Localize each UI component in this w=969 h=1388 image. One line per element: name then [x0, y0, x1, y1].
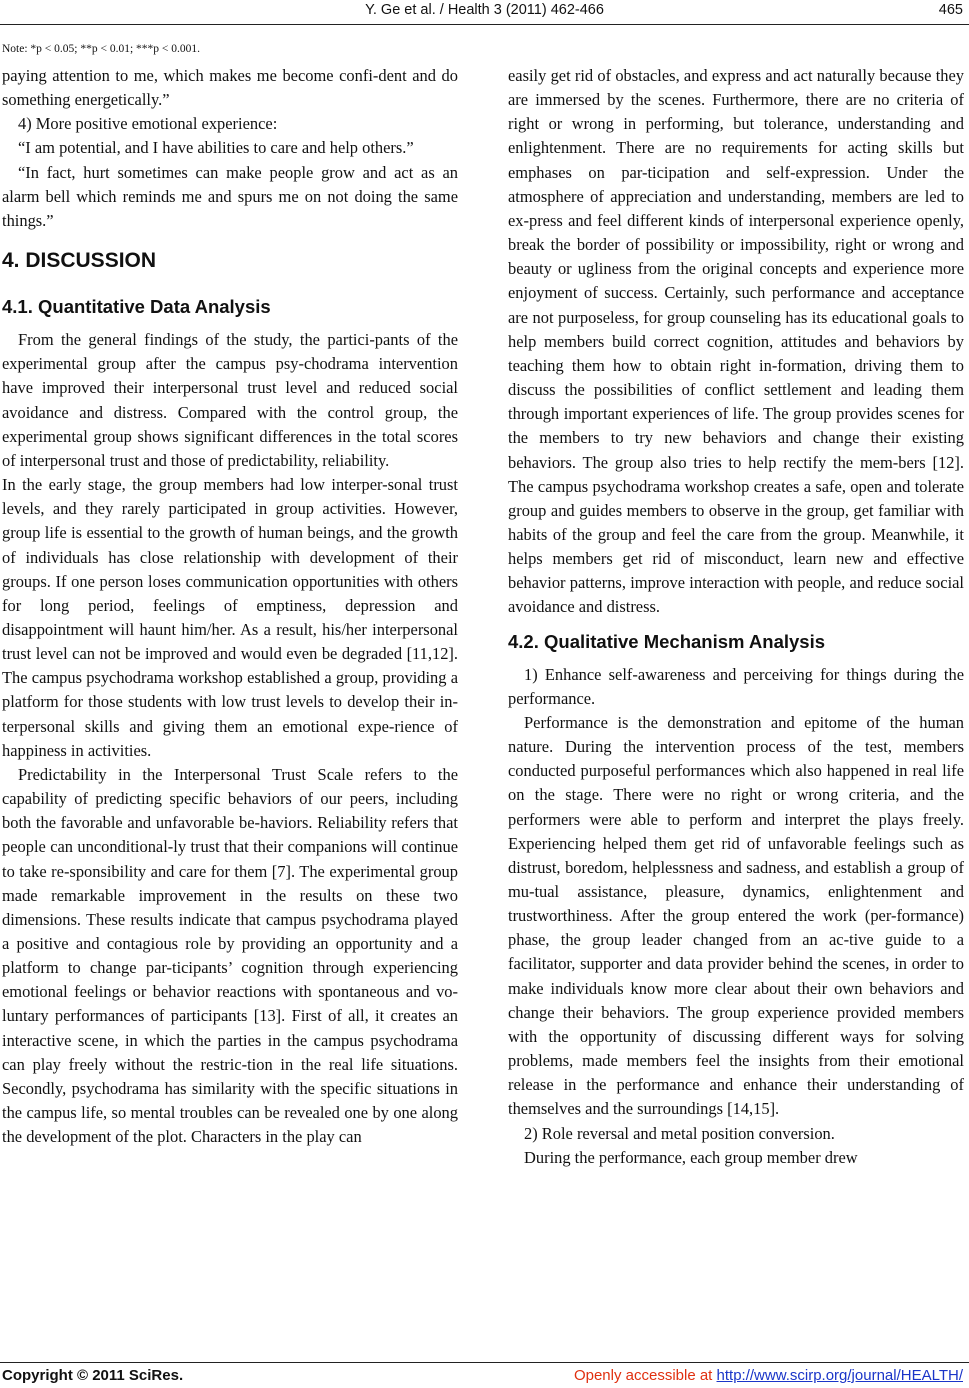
- paragraph: “I am potential, and I have abilities to care and help others.”: [18, 138, 414, 158]
- subsection-heading-qualitative: 4.2. Qualitative Mechanism Analysis: [508, 630, 826, 652]
- paragraph: During the performance, each group member drew: [524, 1147, 858, 1167]
- running-title: Y. Ge et al. / Health 3 (2011) 462-466: [365, 2, 604, 18]
- paragraph: Performance is the demonstration and epitome of the human nature. During the intervention process of the test, members conducted purposeful performances which also happened in real life on the stage. There were no right or wrong criteria, and the performers were able to perform and interpret the plays freely. Experiencing helped them get rid of unfavorable feelings such as distrust, boredom, helplessness and sadness, and establish a group of mu-tual assistance, pleasure, dynamics, enlightenment and trustworthiness. After the group entered the work (per-formance) phase, the group leader changed from an ac-tive guide to a facilitator, supporter and data provider behind the scenes, in order to make individuals know more clear about their own behaviors and change their behaviors. The group experience provided members with the opportunity of discussing different ways for solving problems, made members feel the insights from their emotional release in the performance and enhance their understanding of themselves and the surroundings [14,15].: [508, 712, 964, 1119]
- open-access-label: Openly accessible at: [573, 1367, 717, 1384]
- left-column: [2, 64, 458, 1149]
- page-footer: [0, 1367, 969, 1387]
- footer-rule: [0, 1362, 969, 1363]
- paragraph: 1) Enhance self-awareness and perceiving for things during the performance.: [508, 664, 964, 708]
- page-header: [0, 2, 969, 24]
- page-number: 465: [938, 2, 963, 18]
- paragraph: 4) More positive emotional experience:: [18, 114, 278, 134]
- open-access-notice: [574, 1367, 963, 1384]
- right-column: [508, 64, 964, 1170]
- paragraph: paying attention to me, which makes me become confi-dent and do something energetically.”: [2, 66, 458, 110]
- paragraph: “In fact, hurt sometimes can make people grow and act as an alarm bell which reminds me and spurs me on not doing the same things.”: [2, 162, 458, 230]
- paragraph: easily get rid of obstacles, and express and act naturally because they are immersed by the scenes. Furthermore, there are no criteria of right or wrong in performing, but tolerance, understanding and enlightenment. There are no requirements for acting skills but emphases on par-ticipation and self-expression. Under the atmosphere of appreciation and understanding, members are led to ex-press and feel different kinds of interpersonal experience openly, break the border of possibility or impossibility, right or wrong and beauty or ugliness from the original concepts and experience more enjoyment of success. Certainly, such performance and acceptance are not purposeless, for group counseling has its educational goals to help members build correct cognition, attitudes and behaviors by teaching them how to obtain right in-formation, driving them to discuss the possibilities of conflict settlement and leading them through important experiences of life. The group provides scenes for the members to try new behaviors and change their existing behaviors. The group also tries to help rectify the mem-bers [12]. The campus psychodrama workshop creates a safe, open and tolerate group and guides members to observe in the group, get familiar with habits of the group and feel the care from the group. Meanwhile, it helps members get rid of misconduct, learn new and effective behavior patterns, improve interaction with people, and reduce social avoidance and distress.: [508, 66, 964, 617]
- paragraph: From the general findings of the study, the partici-pants of the experimental group after the campus psy-chodrama intervention have improved their interpersonal trust level and reduced social avoidance and distress. Compared with the control group, the experimental group shows significant differences in the total scores of interpersonal trust and those of predictability, reliability.: [2, 330, 458, 470]
- table-note: Note: *p < 0.05; **p < 0.01; ***p < 0.001.: [2, 43, 201, 55]
- paragraph: Predictability in the Interpersonal Trust Scale refers to the capability of predicting specific behaviors of our peers, including both the favorable and unfavorable be-haviors. Reliability refers that people can unconditional-ly trust that their companions will continue to take re-sponsibility and care for them [7]. The experimental group made remarkable improvement in the results on these two dimensions. These results indicate that campus psychodrama played a positive and contagious role by providing an opportunity and a platform to change par-ticipants’ cognition through experiencing emotional feelings or behavior reactions with spontaneous and vo-luntary performances of participants [13]. First of all, it creates an interactive scene, in which the parties in the campus psychodrama can play freely without the restric-tion in the real life situations. Secondly, psychodrama has similarity with the specific situations in the campus life, so mental troubles can be revealed one by one along the development of the plot. Characters in the play can: [2, 764, 458, 1147]
- paragraph: 2) Role reversal and metal position conversion.: [524, 1123, 835, 1143]
- journal-link[interactable]: http://www.scirp.org/journal/HEALTH/: [716, 1367, 963, 1384]
- paragraph: In the early stage, the group members had low interper-sonal trust levels, and they rarely participated in group activities. However, group life is essential to the growth of human beings, and the growth of individuals has close relationship with development of their groups. If one person loses communication opportunities with others for long period, feelings of emptiness, depression and disappointment will haunt him/her. As a result, his/her interpersonal trust level can not be improved and would even be degraded [11,12]. The campus psychodrama workshop established a group, providing a platform for those students with low trust levels to develop their in-terpersonal skills and giving them an emotional expe-rience of happiness in activities.: [2, 475, 458, 760]
- section-heading-discussion: 4. DISCUSSION: [2, 249, 157, 273]
- subsection-heading-quantitative: 4.1. Quantitative Data Analysis: [2, 296, 271, 318]
- header-rule: [0, 24, 969, 25]
- copyright-notice: Copyright © 2011 SciRes.: [2, 1367, 184, 1384]
